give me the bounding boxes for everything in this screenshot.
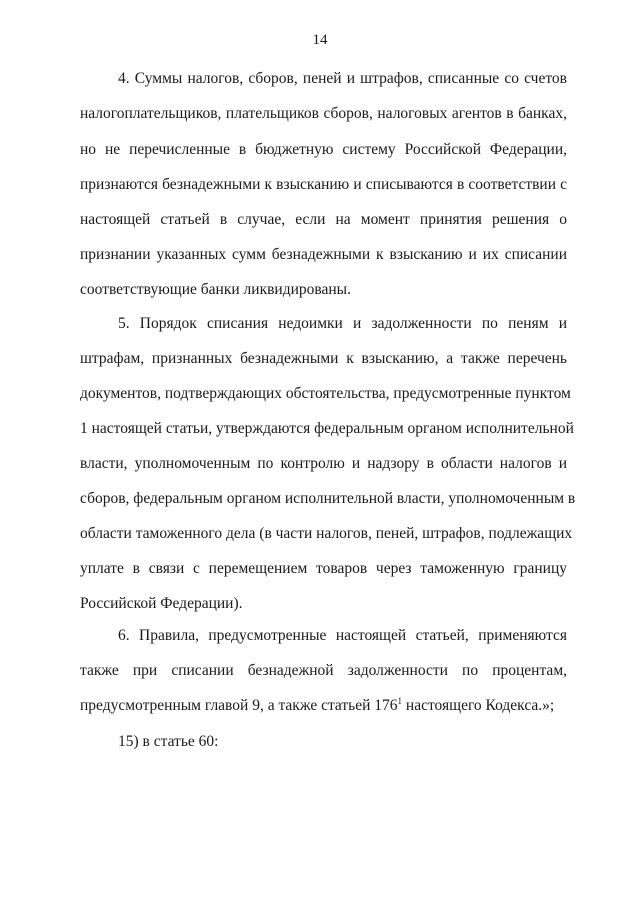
text-line: но не перечисленные в бюджетную систему Российской Федерации, — [80, 141, 567, 158]
text-line: 1 настоящей статьи, утверждаются федеральным органом исполнительной — [80, 420, 574, 437]
text-line: власти, уполномоченным по контролю и надзору в области налогов и — [80, 455, 567, 472]
text-line: штрафам, признанных безнадежными к взысканию, а также перечень — [80, 350, 567, 367]
text-line: уплате в связи с перемещением товаров через таможенную границу — [80, 560, 567, 577]
text-segment: настоящего Кодекса.»; — [402, 697, 555, 714]
text-line: 15) в статье 60: — [118, 733, 219, 750]
text-line: настоящей статьей в случае, если на момент принятия решения о — [80, 211, 567, 228]
text-line: соответствующие банки ликвидированы. — [80, 281, 351, 298]
text-line: признаются безнадежными к взысканию и списываются в соответствии с — [80, 176, 567, 193]
text-line: Российской Федерации). — [80, 595, 243, 612]
text-segment: предусмотренным главой 9, а также статьей 176 — [80, 697, 398, 714]
text-line: 6. Правила, предусмотренные настоящей статьей, применяются — [118, 627, 567, 644]
text-line: налогоплательщиков, плательщиков сборов, налоговых агентов в банках, — [80, 105, 567, 122]
text-line: 4. Суммы налогов, сборов, пеней и штрафов, списанные со счетов — [118, 70, 567, 87]
text-line-with-superscript — [80, 696, 567, 716]
text-line: сборов, федеральным органом исполнительной власти, уполномоченным в — [80, 490, 576, 507]
text-line: признании указанных сумм безнадежными к взысканию и их списании — [80, 246, 567, 263]
text-line: 5. Порядок списания недоимки и задолженности по пеням и — [118, 315, 567, 332]
text-line: документов, подтверждающих обстоятельства, предусмотренные пунктом — [80, 385, 571, 402]
page-number: 14 — [312, 32, 328, 48]
text-line: также при списании безнадежной задолженности по процентам, — [80, 662, 567, 679]
text-line: области таможенного дела (в части налогов, пеней, штрафов, подлежащих — [80, 525, 573, 542]
superscript: 1 — [397, 696, 403, 706]
